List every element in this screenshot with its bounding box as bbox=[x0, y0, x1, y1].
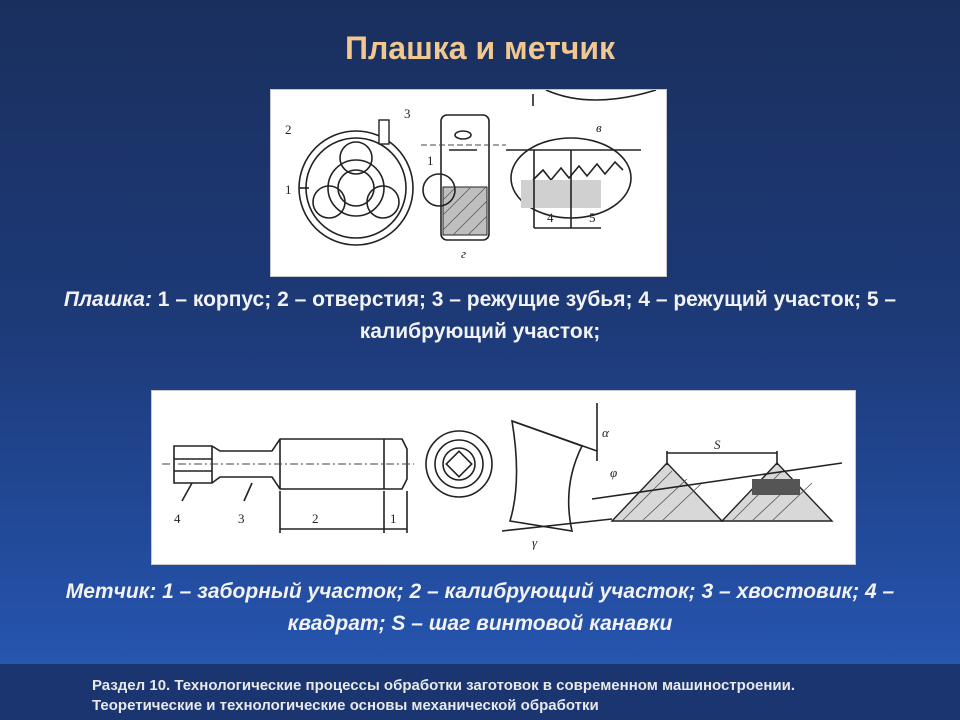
die-label-1b: 1 bbox=[427, 153, 434, 168]
tap-label-alpha: α bbox=[602, 425, 609, 440]
die-label-3: 3 bbox=[404, 106, 411, 121]
die-label-4: 4 bbox=[547, 210, 554, 225]
tap-label-gamma: γ bbox=[532, 535, 538, 550]
tap-label-4: 4 bbox=[174, 511, 181, 526]
tap-caption bbox=[40, 576, 920, 640]
tap-label-phi: φ bbox=[610, 465, 618, 480]
tap-caption-text: Метчик: 1 – заборный участок; 2 – калибрующий участок; 3 – хвостовик; 4 – квадрат; S – шаг винтовой канавки bbox=[65, 580, 895, 635]
die-label-g: г bbox=[461, 246, 467, 261]
die-label-1: 1 bbox=[285, 182, 292, 197]
die-label-v: в bbox=[596, 120, 602, 135]
tap-label-s: S bbox=[714, 437, 721, 452]
die-caption-text: 1 – корпус; 2 – отверстия; 3 – режущие зубья; 4 – режущий участок; 5 – калибрующий участок; bbox=[151, 288, 897, 343]
tap-diagram bbox=[151, 390, 856, 565]
die-caption-term: Плашка: bbox=[63, 288, 152, 311]
die-diagram bbox=[270, 89, 667, 277]
die-caption bbox=[40, 284, 920, 348]
die-label-2: 2 bbox=[285, 122, 292, 137]
die-label-5: 5 bbox=[589, 210, 596, 225]
slide-title: Плашка и метчик bbox=[344, 30, 616, 66]
footer-text: Раздел 10. Технологические процессы обработки заготовок в современном машиностроении. Теоретические и технологические основы механической обработки bbox=[92, 677, 795, 714]
tap-label-3: 3 bbox=[238, 511, 245, 526]
tap-label-1: 1 bbox=[390, 511, 397, 526]
tap-label-2: 2 bbox=[312, 511, 319, 526]
